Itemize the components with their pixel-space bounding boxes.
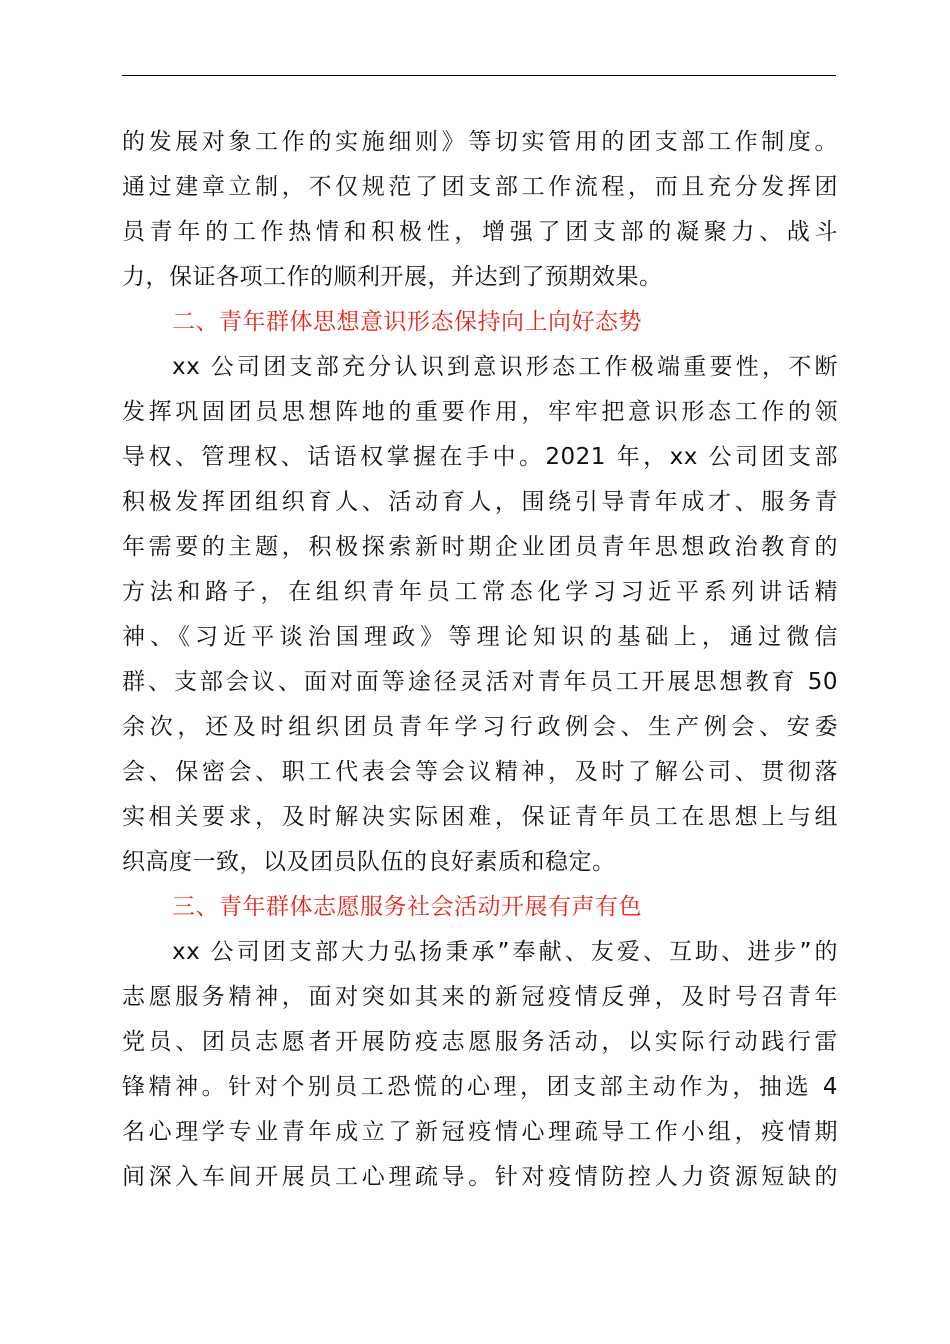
text-line: 方法和路子，在组织青年员工常态化学习习近平系列讲话精 <box>122 579 838 605</box>
text-line: 党员、团员志愿者开展防疫志愿服务活动，以实际行动践行雷 <box>122 1029 838 1055</box>
text-line: 余次，还及时组织团员青年学习行政例会、生产例会、安委 <box>122 714 838 740</box>
text-line: xx 公司团支部大力弘扬秉承”奉献、友爱、互助、进步”的 <box>172 939 838 965</box>
text-line: 织高度一致，以及团员队伍的良好素质和稳定。 <box>122 849 616 875</box>
paragraph-2 <box>122 345 838 885</box>
text-line: 志愿服务精神，面对突如其来的新冠疫情反弹，及时号召青年 <box>122 984 838 1010</box>
text-line: 年需要的主题，积极探索新时期企业团员青年思想政治教育的 <box>122 534 838 560</box>
text-line: 间深入车间开展员工心理疏导。针对疫情防控人力资源短缺的 <box>122 1164 838 1190</box>
text-line: 的发展对象工作的实施细则》等切实管用的团支部工作制度。 <box>122 129 838 155</box>
text-line: 导权、管理权、话语权掌握在手中。2021 年，xx 公司团支部 <box>122 444 838 470</box>
text-line: 实相关要求，及时解决实际困难，保证青年员工在思想上与组 <box>122 804 838 830</box>
section-heading-2: 二、青年群体思想意识形态保持向上向好态势 <box>172 309 642 335</box>
text-line: 员青年的工作热情和积极性，增强了团支部的凝聚力、战斗 <box>122 219 838 245</box>
text-line: 发挥巩固团员思想阵地的重要作用，牢牢把意识形态工作的领 <box>122 399 838 425</box>
text-line: 神、《习近平谈治国理政》等理论知识的基础上，通过微信 <box>122 624 838 650</box>
text-line: 群、支部会议、面对面等途径灵活对青年员工开展思想教育 50 <box>122 669 838 695</box>
text-line: 锋精神。针对个别员工恐慌的心理，团支部主动作为，抽选 4 <box>122 1074 838 1100</box>
text-line: 名心理学专业青年成立了新冠疫情心理疏导工作小组，疫情期 <box>122 1119 838 1145</box>
paragraph-1 <box>122 120 838 300</box>
text-line: 通过建章立制，不仅规范了团支部工作流程，而且充分发挥团 <box>122 174 838 200</box>
header-rule <box>122 75 836 76</box>
text-line: 力，保证各项工作的顺利开展，并达到了预期效果。 <box>122 264 663 290</box>
text-line: 会、保密会、职工代表会等会议精神，及时了解公司、贯彻落 <box>122 759 838 785</box>
paragraph-3 <box>122 930 838 1200</box>
text-line: 积极发挥团组织育人、活动育人，围绕引导青年成才、服务青 <box>122 489 838 515</box>
document-body <box>122 120 838 1200</box>
section-heading-3: 三、青年群体志愿服务社会活动开展有声有色 <box>172 894 642 920</box>
text-line: xx 公司团支部充分认识到意识形态工作极端重要性，不断 <box>172 354 838 380</box>
